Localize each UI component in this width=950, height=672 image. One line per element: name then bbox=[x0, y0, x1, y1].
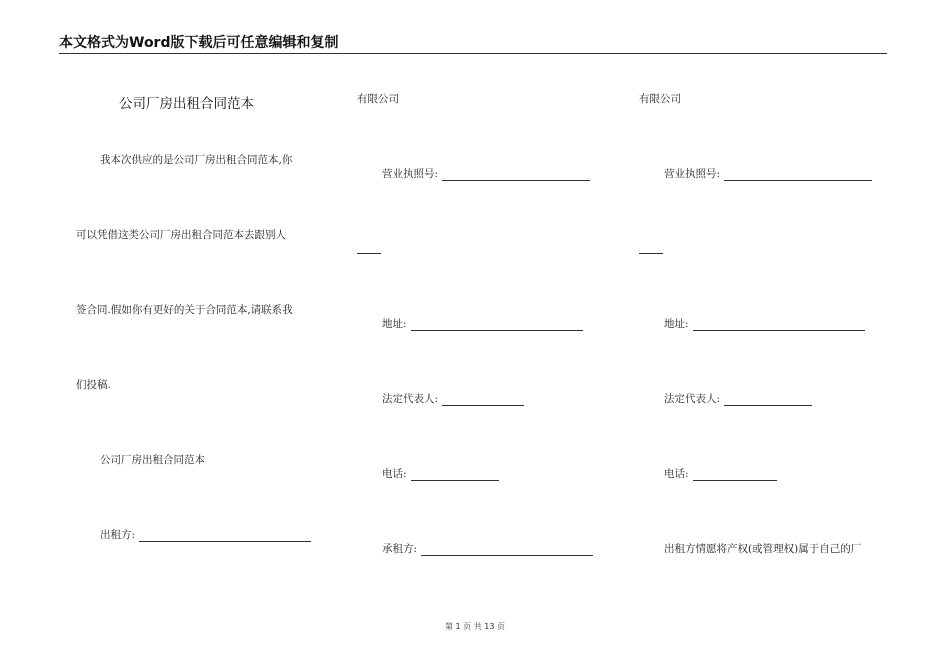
address-label: 地址: bbox=[664, 318, 689, 330]
lessee-field bbox=[382, 542, 593, 556]
lessee-blank-line bbox=[421, 545, 593, 556]
intro-line-1: 我本次供应的是公司厂房出租合同范本,你 bbox=[100, 154, 293, 166]
phone-field bbox=[382, 467, 499, 481]
document-title: 公司厂房出租合同范本 bbox=[119, 96, 254, 112]
legal-rep-field bbox=[382, 392, 524, 406]
column-2 bbox=[357, 0, 617, 672]
address-blank-line bbox=[693, 320, 865, 331]
address-blank-line bbox=[411, 320, 583, 331]
address-label: 地址: bbox=[382, 318, 407, 330]
legal-rep-blank-line bbox=[442, 395, 524, 406]
company-name-suffix: 有限公司 bbox=[639, 93, 681, 105]
license-blank-line bbox=[724, 170, 872, 181]
license-continuation-line bbox=[357, 252, 381, 254]
license-field bbox=[382, 167, 590, 181]
license-blank-line bbox=[442, 170, 590, 181]
phone-field bbox=[664, 467, 777, 481]
lessee-label: 承租方: bbox=[382, 543, 418, 555]
legal-rep-blank-line bbox=[724, 395, 812, 406]
lease-clause-text: 出租方情愿将产权(或管理权)属于自己的厂 bbox=[664, 543, 862, 555]
phone-blank-line bbox=[411, 470, 499, 481]
phone-blank-line bbox=[693, 470, 777, 481]
phone-label: 电话: bbox=[664, 468, 689, 480]
address-field bbox=[664, 317, 865, 331]
column-3 bbox=[639, 0, 899, 672]
intro-line-4: 们投稿. bbox=[76, 379, 111, 391]
company-name-suffix: 有限公司 bbox=[357, 93, 399, 105]
legal-rep-label: 法定代表人: bbox=[382, 393, 439, 405]
lessor-label: 出租方: bbox=[100, 529, 136, 541]
download-banner: 本文格式为Word版下载后可任意编辑和复制 bbox=[59, 34, 887, 54]
lessor-blank-line bbox=[139, 531, 311, 542]
lessor-field bbox=[100, 528, 311, 542]
license-field bbox=[664, 167, 872, 181]
license-label: 营业执照号: bbox=[382, 168, 439, 180]
page-number: 第 1 页 共 13 页 bbox=[445, 622, 505, 631]
address-field bbox=[382, 317, 583, 331]
phone-label: 电话: bbox=[382, 468, 407, 480]
legal-rep-field bbox=[664, 392, 812, 406]
intro-line-3: 签合同.假如你有更好的关于合同范本,请联系我 bbox=[76, 304, 293, 316]
contract-subheading: 公司厂房出租合同范本 bbox=[100, 454, 205, 466]
license-label: 营业执照号: bbox=[664, 168, 721, 180]
license-continuation-line bbox=[639, 252, 663, 254]
legal-rep-label: 法定代表人: bbox=[664, 393, 721, 405]
column-1 bbox=[76, 0, 326, 672]
intro-line-2: 可以凭借这类公司厂房出租合同范本去跟别人 bbox=[76, 229, 286, 241]
